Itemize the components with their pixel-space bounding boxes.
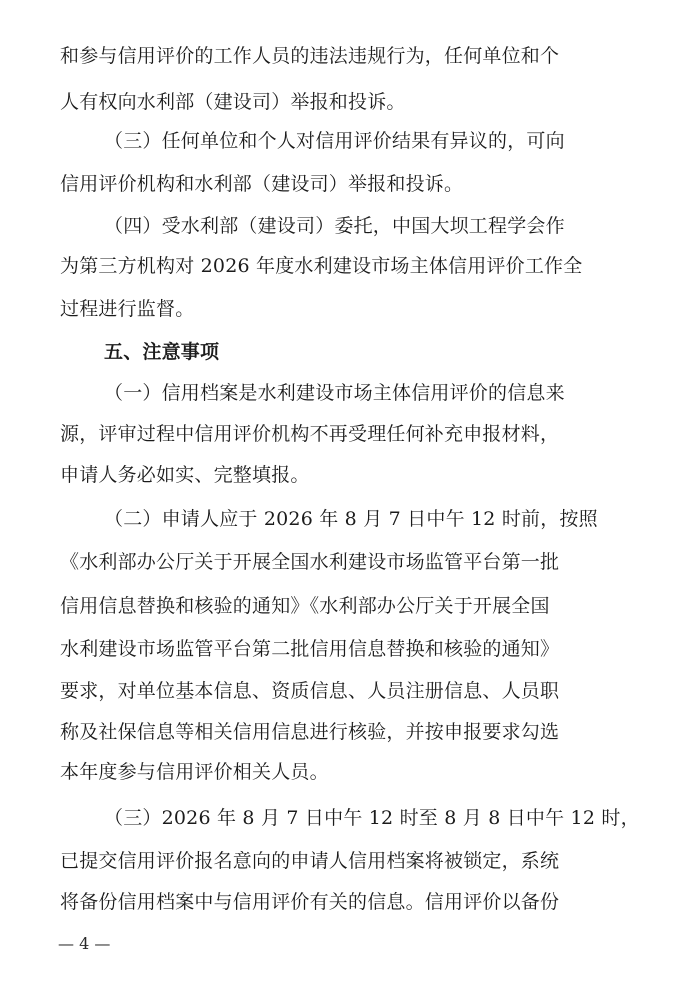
text-line: 为第三方机构对 2026 年度水利建设市场主体信用评价工作全 bbox=[60, 255, 583, 277]
page-number: — 4 — bbox=[58, 934, 111, 953]
text-line: 将备份信用档案中与信用评价有关的信息。信用评价以备份 bbox=[60, 891, 560, 913]
paragraph-item-4: （四）受水利部（建设司）委托，中国大坝工程学会作 bbox=[104, 215, 565, 237]
text-line: 本年度参与信用评价相关人员。 bbox=[60, 761, 329, 783]
text-line: 已提交信用评价报名意向的申请人信用档案将被锁定，系统 bbox=[60, 850, 560, 872]
text-line: 《水利部办公厅关于开展全国水利建设市场监管平台第一批 bbox=[60, 551, 560, 573]
text-line: 称及社保信息等相关信用信息进行核验，并按申报要求勾选 bbox=[60, 721, 560, 743]
paragraph-item-3: （三）任何单位和个人对信用评价结果有异议的，可向 bbox=[104, 130, 565, 152]
paragraph-item-1: （一）信用档案是水利建设市场主体信用评价的信息来 bbox=[104, 382, 565, 404]
text-line: 信用信息替换和核验的通知》《水利部办公厅关于开展全国 bbox=[60, 595, 550, 617]
text-line: 申请人务必如实、完整填报。 bbox=[60, 464, 310, 486]
text-line: 信用评价机构和水利部（建设司）举报和投诉。 bbox=[60, 173, 464, 195]
paragraph-item-2: （二）申请人应于 2026 年 8 月 7 日中午 12 时前，按照 bbox=[104, 508, 598, 530]
section-heading: 五、注意事项 bbox=[104, 341, 220, 363]
text-line: 和参与信用评价的工作人员的违法违规行为，任何单位和个 bbox=[60, 45, 560, 67]
text-line: 过程进行监督。 bbox=[60, 298, 195, 320]
text-line: 人有权向水利部（建设司）举报和投诉。 bbox=[60, 91, 406, 113]
text-line: 源，评审过程中信用评价机构不再受理任何补充申报材料， bbox=[60, 423, 560, 445]
paragraph-item-3b: （三）2026 年 8 月 7 日中午 12 时至 8 月 8 日中午 12 时， bbox=[104, 807, 640, 829]
text-line: 水利建设市场监管平台第二批信用信息替换和核验的通知》 bbox=[60, 638, 560, 660]
text-line: 要求，对单位基本信息、资质信息、人员注册信息、人员职 bbox=[60, 680, 560, 702]
